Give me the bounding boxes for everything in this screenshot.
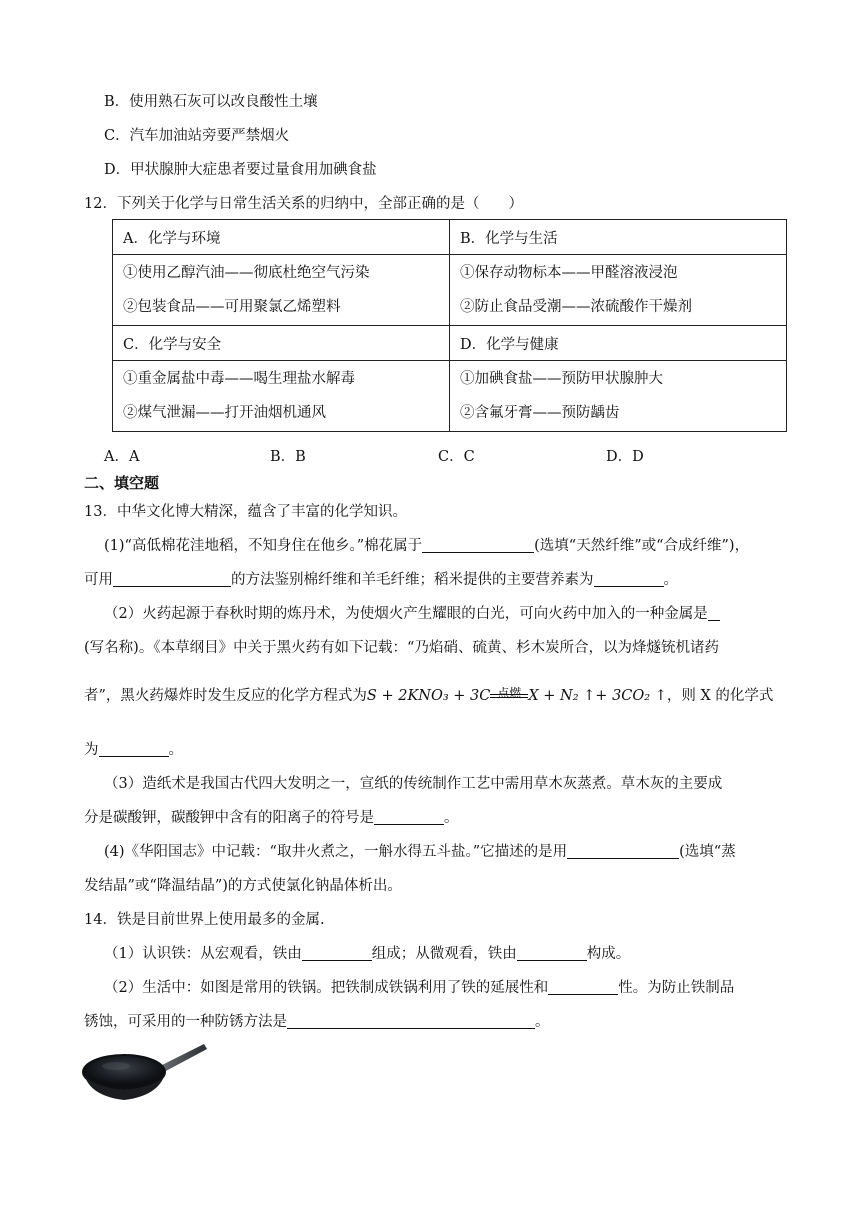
q13-p2-text-a: （2）火药起源于春秋时期的炼丹术，为使烟火产生耀眼的白光，可向火药中加入的一种金属是 [104, 606, 708, 622]
q13-p2-text-c: 者”，黑火药爆炸时发生反应的化学方程式为 [84, 688, 367, 704]
q14-blank-rust-prevention[interactable] [287, 1013, 535, 1029]
q13-p4-text-b: (选填“蒸 [679, 844, 736, 860]
q13-p3-text-c: 。 [444, 810, 459, 826]
q14-blank-property[interactable] [548, 979, 618, 995]
q12-cell-b-head: B．化学与生活 [450, 220, 787, 255]
iron-wok-image [80, 1040, 210, 1110]
q14-p2-text-c: 锈蚀，可采用的一种防锈方法是 [84, 1014, 287, 1030]
q12-option-b[interactable]: B．B [270, 449, 306, 465]
q13-blank-metal[interactable] [708, 605, 720, 621]
q12-cell-c-body [113, 361, 450, 432]
q14-blank-macro[interactable] [302, 945, 372, 961]
equation-condition-text: 点燃 [497, 686, 522, 700]
q14-part1 [104, 942, 630, 963]
q13-part2-line3 [84, 684, 773, 705]
q13-part1-line1 [104, 534, 749, 555]
q13-p4-text-a: (4)《华阳国志》中记载：“取井火煮之，一斛水得五斗盐。”它描述的是用 [104, 844, 568, 860]
q12-cell-a-head: A．化学与环境 [113, 220, 450, 255]
q12-table [112, 219, 787, 432]
q12-d-item-2: ②含氟牙膏——预防龋齿 [460, 405, 620, 421]
q13-p3-text-b: 分是碳酸钾，碳酸钾中含有的阳离子的符号是 [84, 810, 374, 826]
equation-right: X + N₂ ↑+ 3CO₂ ↑ [528, 688, 667, 704]
q13-p2-text-d: ，则 X 的化学式 [666, 688, 774, 704]
q14-p2-text-b: 性。为防止铁制品 [618, 980, 735, 996]
q13-blank-cation[interactable] [374, 809, 444, 825]
q11-option-b: B．使用熟石灰可以改良酸性土壤 [104, 94, 318, 110]
q14-p2-text-a: （2）生活中：如图是常用的铁锅。把铁制成铁锅利用了铁的延展性和 [104, 980, 549, 996]
q13-p1-text-b: (选填“天然纤维”或“合成纤维”)， [534, 538, 750, 554]
q13-stem: 13．中华文化博大精深，蕴含了丰富的化学知识。 [84, 504, 407, 520]
q14-p1-text-c: 构成。 [586, 946, 631, 962]
q12-cell-b-body [450, 255, 787, 326]
q13-p2-text-f: 。 [168, 742, 183, 758]
q12-b-item-1: ①保存动物标本——甲醛溶液浸泡 [460, 265, 678, 281]
q13-p2-text-e: 为 [84, 742, 99, 758]
q14-part2-line2 [84, 1010, 550, 1031]
q13-p1-text-c: 可用 [84, 572, 113, 588]
wok-highlight [102, 1062, 130, 1070]
q12-a-item-1: ①使用乙醇汽油——彻底杜绝空气污染 [123, 265, 370, 281]
q14-p1-text-a: （1）认识铁：从宏观看，铁由 [104, 946, 302, 962]
q12-option-c[interactable]: C．C [438, 449, 475, 465]
q13-blank-x-formula[interactable] [99, 741, 169, 757]
equation-left: S + 2KNO₃ + 3C [366, 688, 491, 704]
q14-p2-text-d: 。 [535, 1014, 550, 1030]
q13-part2-line4 [84, 738, 183, 759]
q13-part4-line2: 发结晶”或“降温结晶”)的方式使氯化钠晶体析出。 [84, 878, 402, 894]
q12-option-a[interactable]: A．A [104, 449, 140, 465]
q12-c-item-1: ①重金属盐中毒——喝生理盐水解毒 [123, 371, 355, 387]
q13-part2-line2: (写名称)。《本草纲目》中关于黑火药有如下记载：“乃焰硝、硫黄、杉木炭所合，以为烽燧铳机诸药 [84, 640, 719, 656]
q13-blank-fiber-type[interactable] [422, 537, 534, 553]
q11-option-d: D．甲状腺肿大症患者要过量食用加碘食盐 [104, 162, 377, 178]
section-title: 二、填空题 [84, 474, 160, 492]
q12-option-d[interactable]: D．D [606, 449, 644, 465]
q13-part4-line1 [104, 840, 736, 861]
q12-cell-c-head: C．化学与安全 [113, 326, 450, 361]
wok-handle [160, 1044, 207, 1072]
q12-c-item-2: ②煤气泄漏——打开油烟机通风 [123, 405, 326, 421]
q14-blank-micro[interactable] [517, 945, 587, 961]
q13-part3-line2 [84, 806, 459, 827]
q13-p1-text-d: 的方法鉴别棉纤维和羊毛纤维；稻米提供的主要营养素为 [231, 572, 594, 588]
q13-part2-line1 [104, 602, 720, 623]
q12-d-item-1: ①加碘食盐——预防甲状腺肿大 [460, 371, 663, 387]
q14-p1-text-b: 组成；从微观看，铁由 [371, 946, 517, 962]
q13-blank-crystallize[interactable] [567, 843, 679, 859]
q14-part2-line1 [104, 976, 734, 997]
q12-stem: 12．下列关于化学与日常生活关系的归纳中，全部正确的是（ ） [84, 196, 523, 212]
q13-blank-identify-method[interactable] [113, 571, 231, 587]
q13-part3-line1: （3）造纸术是我国古代四大发明之一，宣纸的传统制作工艺中需用草木灰蒸煮。草木灰的主要成 [104, 776, 723, 792]
q12-cell-d-head: D．化学与健康 [450, 326, 787, 361]
q12-a-item-2: ②包装食品——可用聚氯乙烯塑料 [123, 299, 341, 315]
q14-stem: 14．铁是目前世界上使用最多的金属. [84, 912, 325, 928]
q13-p1-text-e: 。 [663, 572, 678, 588]
q12-cell-d-body [450, 361, 787, 432]
q13-p1-text-a: (1)“高低棉花洼地稻，不知身住在他乡。”棉花属于 [104, 538, 423, 554]
q12-cell-a-body [113, 255, 450, 326]
q11-option-c: C．汽车加油站旁要严禁烟火 [104, 128, 290, 144]
q12-b-item-2: ②防止食品受潮——浓硫酸作干燥剂 [460, 299, 692, 315]
wok-interior [86, 1056, 162, 1086]
q13-part1-line2 [84, 568, 678, 589]
q13-blank-nutrient[interactable] [594, 571, 664, 587]
